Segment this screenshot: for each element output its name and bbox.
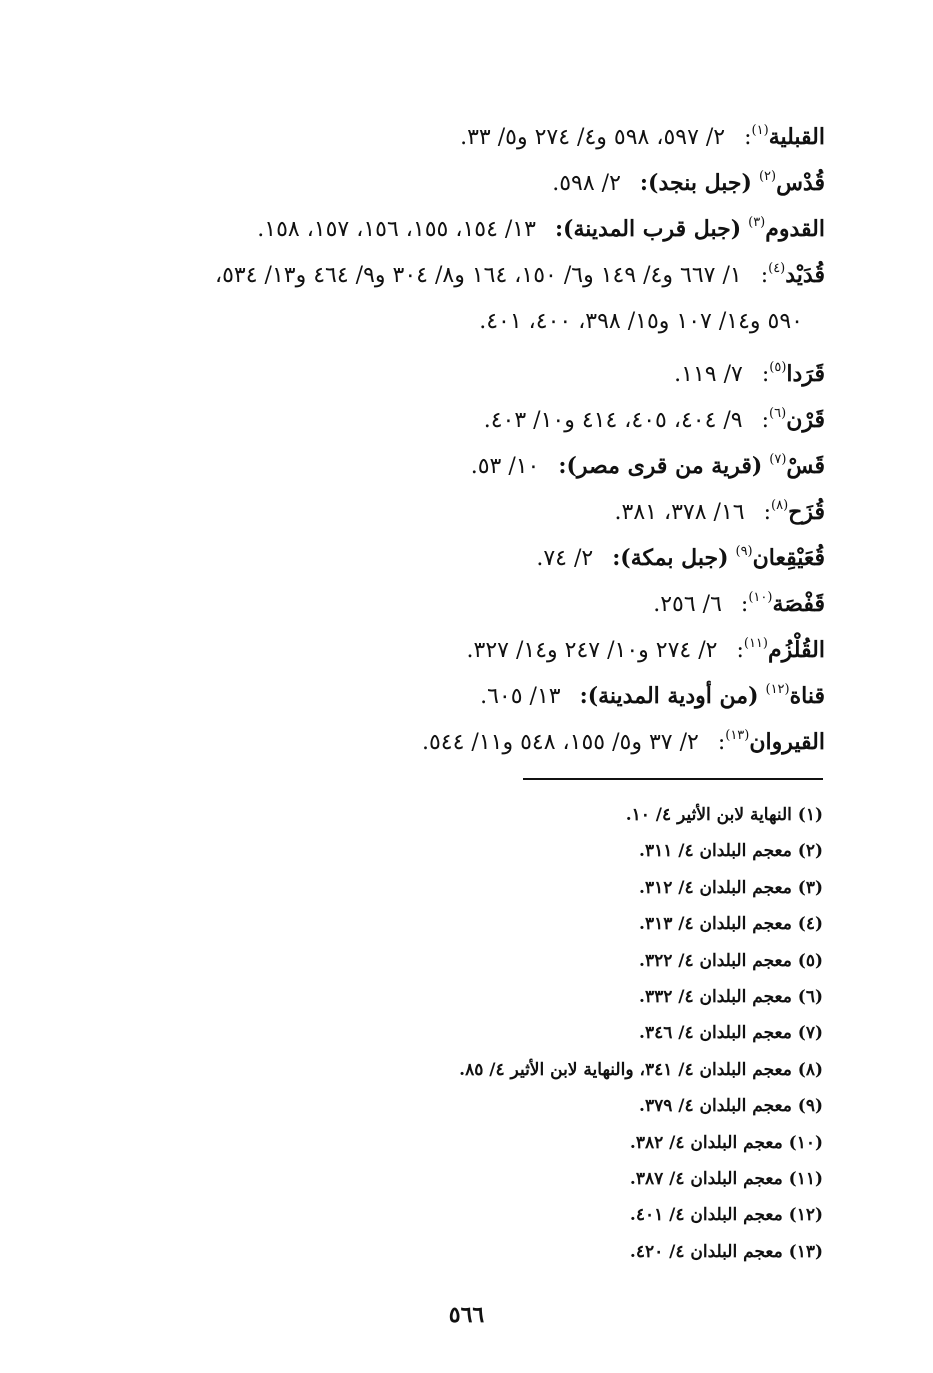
index-entry	[65, 154, 825, 200]
footnote: (٨) معجم البلدان ٤/ ٣٤١، والنهاية لابن الأثير ٤/ ٨٥.	[459, 1059, 823, 1080]
footnote-separator	[523, 778, 823, 780]
entry-refs: ١٦/ ٣٧٨، ٣٨١.	[614, 500, 745, 525]
footnote: (٧) معجم البلدان ٤/ ٣٤٦.	[639, 1023, 823, 1044]
footnote-marker: (٤)	[768, 261, 786, 276]
footnote: (٣) معجم البلدان ٤/ ٣١٢.	[639, 877, 823, 898]
entry-refs: ٢/ ٧٤.	[536, 546, 594, 571]
entry-term: القبلية	[768, 124, 825, 150]
entry-term: قَرَدا	[786, 361, 825, 387]
entry-term: القدوم	[765, 216, 825, 242]
entry-refs: ١٠/ ٥٣.	[470, 454, 540, 479]
colon: :	[744, 125, 752, 150]
footnote-marker: (٦)	[769, 406, 787, 421]
index-entry	[65, 529, 825, 575]
footnote-marker: (١٠)	[748, 590, 773, 605]
colon: :	[763, 500, 771, 525]
colon: :	[736, 638, 744, 663]
entry-term: قُعَيْقِعان	[752, 545, 825, 571]
entry-refs: ١/ ٦٦٧ و٤/ ١٤٩ و٦/ ١٥٠، ١٦٤ و٨/ ٣٠٤ و٩/ ٤٦٤ و١٣/ ٥٣٤،	[214, 263, 742, 288]
index-entry	[65, 200, 825, 246]
entry-description: (جبل بمكة):	[612, 545, 729, 571]
entry-term: القُلْزُم	[768, 637, 825, 663]
footnote-marker: (٧)	[769, 452, 787, 467]
entry-term: قَرْن	[786, 407, 825, 433]
index-entry	[65, 667, 825, 713]
footnote-marker: (٨)	[771, 498, 789, 513]
entry-refs: ١٣/ ٦٠٥.	[480, 684, 561, 709]
index-entry	[65, 246, 825, 345]
entry-term: قُدْس	[776, 170, 825, 196]
footnote-marker: (١٣)	[725, 728, 750, 743]
footnote-marker: (٩)	[735, 544, 753, 559]
footnote: (١) النهاية لابن الأثير ٤/ ١٠.	[625, 805, 823, 825]
entry-description: (قرية من قرى مصر):	[558, 453, 763, 479]
entry-term: قُدَيْد	[785, 262, 825, 288]
entry-refs: ٢/ ٣٧ و٥/ ١٥٥، ٥٤٨ و١١/ ٥٤٤.	[421, 730, 699, 755]
colon: :	[761, 408, 770, 433]
footnote: (١٣) معجم البلدان ٤/ ٤٢٠.	[629, 1241, 823, 1262]
entry-term: القيروان	[749, 729, 825, 755]
index-entries	[65, 108, 825, 759]
entry-term: قناة	[789, 683, 825, 709]
entry-term: قَسْ	[786, 453, 825, 479]
index-entry	[65, 437, 825, 483]
colon: :	[761, 362, 770, 387]
entry-refs: ٩/ ٤٠٤، ٤٠٥، ٤١٤ و١٠/ ٤٠٣.	[483, 408, 743, 433]
entry-term: قَفْصَة	[772, 591, 825, 617]
entry-refs: ٦/ ٢٥٦.	[653, 592, 722, 617]
colon: :	[740, 592, 749, 617]
footnote-marker: (١١)	[743, 636, 768, 651]
footnote-marker: (١٢)	[765, 682, 790, 697]
index-entry	[65, 575, 825, 621]
index-entry	[65, 108, 825, 154]
footnote: (٦) معجم البلدان ٤/ ٣٣٢.	[639, 986, 823, 1007]
entry-refs: ٢/ ٢٧٤ و١٠/ ٢٤٧ و١٤/ ٣٢٧.	[466, 638, 718, 663]
footnote: (١٠) معجم البلدان ٤/ ٣٨٢.	[629, 1132, 823, 1153]
footnote: (٩) معجم البلدان ٤/ ٣٧٩.	[639, 1096, 823, 1117]
footnote-marker: (١)	[751, 123, 769, 138]
entry-refs: ١٣/ ١٥٤، ١٥٥، ١٥٦، ١٥٧، ١٥٨.	[257, 217, 536, 242]
entry-description: (جبل قرب المدينة):	[554, 216, 742, 242]
colon: :	[760, 263, 769, 288]
footnote: (١٢) معجم البلدان ٤/ ٤٠١.	[629, 1205, 823, 1226]
footnote-marker: (٣)	[748, 215, 766, 230]
index-entry	[65, 621, 825, 667]
footnote: (٢) معجم البلدان ٤/ ٣١١.	[639, 841, 823, 862]
page-number: ٥٦٦	[448, 1302, 485, 1328]
index-entry	[65, 713, 825, 759]
entry-refs: ٢/ ٥٩٧، ٥٩٨ و٤/ ٢٧٤ و٥/ ٣٣.	[460, 125, 726, 150]
index-entry	[65, 391, 825, 437]
entry-refs-continuation: ٥٩٠ و١٤/ ١٠٧ و١٥/ ٣٩٨، ٤٠٠، ٤٠١.	[479, 309, 803, 334]
entry-description: (من أودية المدينة):	[579, 683, 759, 709]
entry-description: (جبل بنجد):	[639, 170, 752, 196]
footnotes	[323, 797, 823, 1270]
colon: :	[717, 730, 726, 755]
entry-refs: ٢/ ٥٩٨.	[552, 171, 621, 196]
footnote: (١١) معجم البلدان ٤/ ٣٨٧.	[629, 1168, 823, 1189]
footnote-marker: (٢)	[758, 169, 777, 184]
footnote-marker: (٥)	[769, 360, 787, 375]
entry-refs: ٧/ ١١٩.	[674, 362, 743, 387]
entry-term: قُزَح	[788, 499, 825, 525]
footnote: (٥) معجم البلدان ٤/ ٣٢٢.	[639, 950, 823, 971]
index-entry	[65, 345, 825, 391]
footnote: (٤) معجم البلدان ٤/ ٣١٣.	[639, 914, 823, 935]
index-entry	[65, 483, 825, 529]
